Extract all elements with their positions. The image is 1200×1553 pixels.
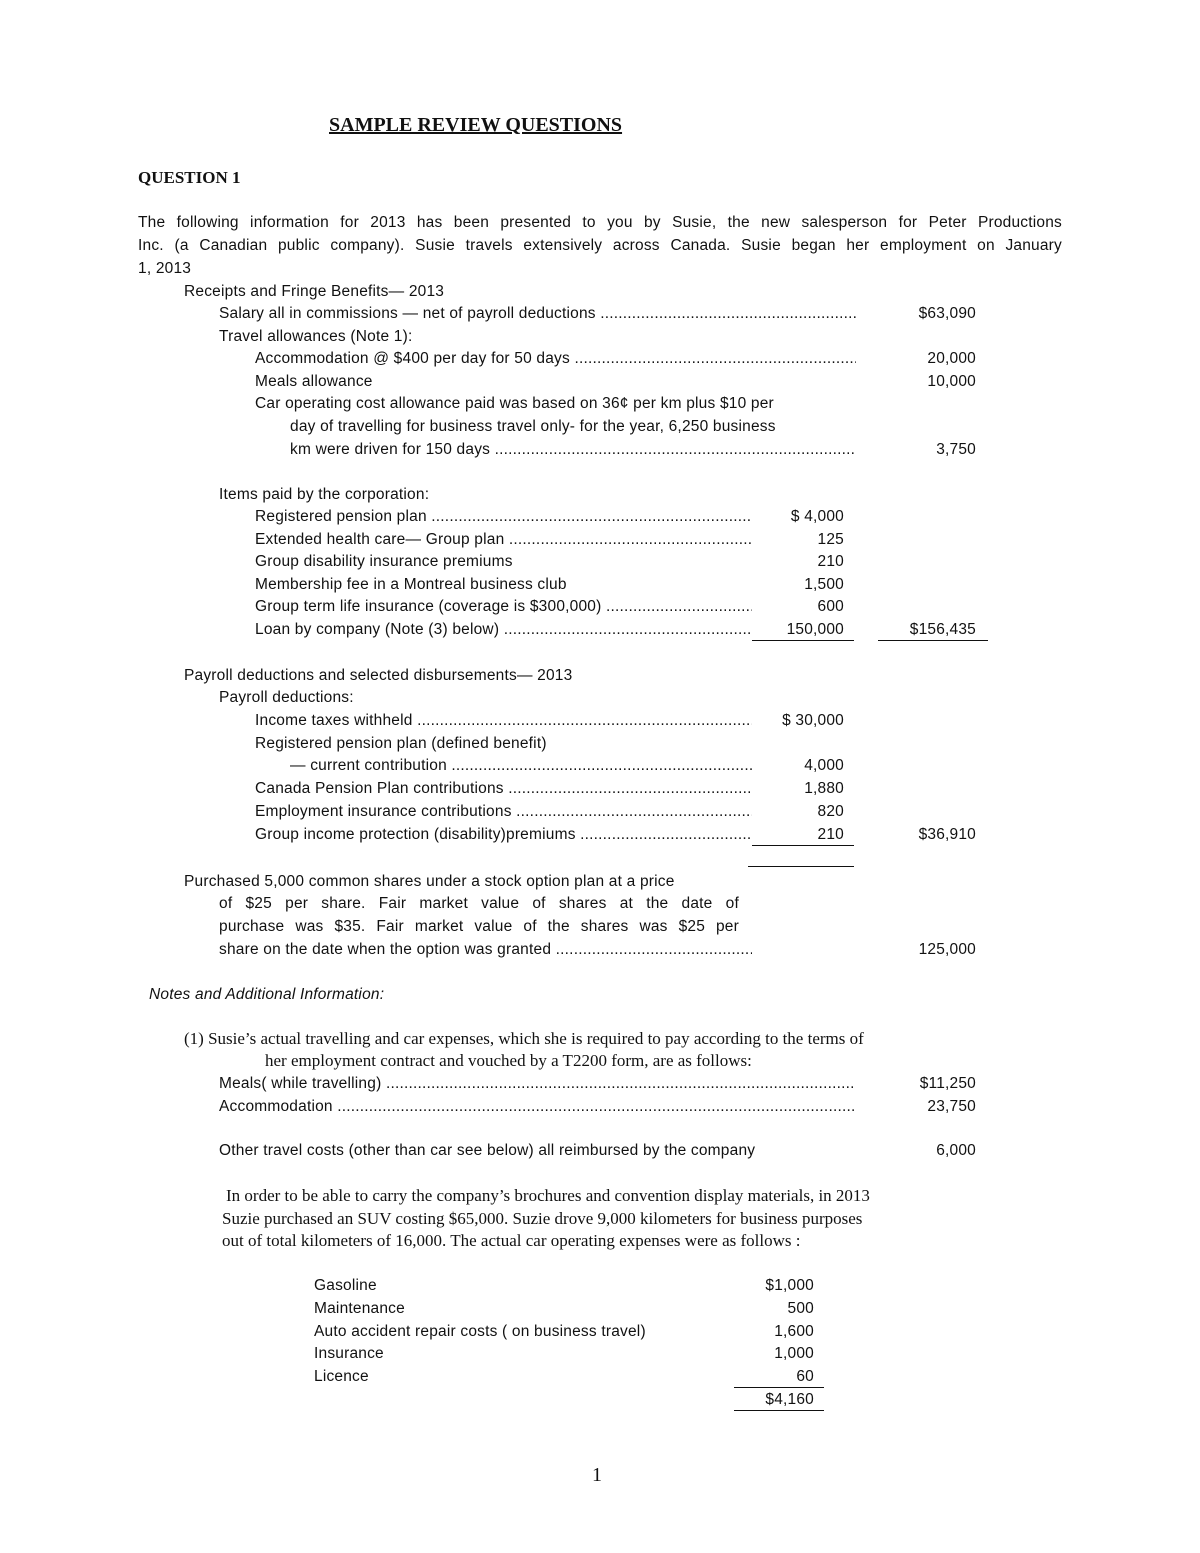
actual-accommodation-label: Accommodation ..... (219, 1097, 856, 1117)
suv-line-2: Suzie purchased an SUV costing $65,000. Suzie drove 9,000 kilometers for business purposes (222, 1209, 863, 1228)
question-heading: QUESTION 1 (138, 168, 241, 187)
gip-label: Group income protection (disability)premiums ..... (255, 825, 752, 845)
gip-value: 210 (817, 826, 844, 843)
item-value: 210 (817, 553, 844, 570)
payroll-total: $36,910 (918, 826, 976, 843)
car-expense-label: Maintenance (314, 1300, 405, 1317)
car-expense-label: Insurance (314, 1345, 384, 1362)
actual-accommodation-value: 23,750 (927, 1098, 976, 1115)
rpp-label: Registered pension plan (defined benefit) (255, 735, 547, 752)
shares-line-1: Purchased 5,000 common shares under a stock option plan at a price (184, 873, 675, 890)
payroll-sub-heading: Payroll deductions: (219, 689, 354, 706)
actual-meals-label: Meals( while travelling) ..... (219, 1074, 856, 1094)
ei-label: Employment insurance contributions ..... (255, 802, 752, 822)
income-tax-label: Income taxes withheld ..... (255, 711, 752, 731)
shares-line-2: of $25 per share. Fair market value of shares at the date of (219, 895, 739, 912)
salary-value: $63,090 (918, 305, 976, 322)
car-expense-label: Auto accident repair costs ( on business travel) (314, 1323, 646, 1340)
actual-meals-value: $11,250 (919, 1075, 976, 1092)
receipts-heading: Receipts and Fringe Benefits— 2013 (184, 283, 445, 300)
car-expense-label: Gasoline (314, 1277, 377, 1294)
subtotal-underline (752, 640, 854, 641)
subtotal-underline (752, 845, 854, 846)
ei-value: 820 (817, 803, 844, 820)
meals-allowance-value: 10,000 (927, 373, 976, 390)
note1-line-1: (1) Susie’s actual travelling and car expenses, which she is required to pay according to the terms of (184, 1029, 864, 1048)
meals-allowance-label: Meals allowance (255, 373, 373, 390)
car-allowance-line-3: km were driven for 150 days ..... (290, 440, 856, 460)
car-expenses-total: $4,160 (765, 1391, 814, 1408)
shares-value: 125,000 (918, 941, 976, 958)
items-paid-heading: Items paid by the corporation: (219, 486, 430, 503)
shares-line-3: purchase was $35. Fair market value of the shares was $25 per (219, 918, 739, 935)
suv-line-1: In order to be able to carry the company’s brochures and convention display materials, in 2013 (226, 1186, 870, 1205)
item-label: Loan by company (Note (3) below) ..... (255, 620, 752, 640)
accommodation-allowance-value: 20,000 (927, 350, 976, 367)
shares-line-4: share on the date when the option was granted ..... (219, 940, 752, 960)
cpp-label: Canada Pension Plan contributions ..... (255, 779, 752, 799)
item-label: Membership fee in a Montreal business club (255, 576, 567, 593)
intro-line-2: Inc. (a Canadian public company). Susie travels extensively across Canada. Susie began her employment on January (138, 237, 1062, 254)
item-label: Group term life insurance (coverage is $300,000) ..... (255, 597, 752, 617)
other-travel-label: Other travel costs (other than car see below) all reimbursed by the company (219, 1142, 756, 1159)
item-value: 125 (817, 531, 844, 548)
item-value: $ 4,000 (790, 508, 844, 525)
other-travel-value: 6,000 (936, 1142, 976, 1159)
car-expense-label: Licence (314, 1368, 369, 1385)
car-expense-value: 1,000 (774, 1345, 814, 1362)
income-tax-value: $ 30,000 (782, 712, 844, 729)
item-label: Registered pension plan ..... (255, 507, 752, 527)
travel-allowances-heading: Travel allowances (Note 1): (219, 328, 413, 345)
item-value: 1,500 (804, 576, 844, 593)
item-label: Extended health care— Group plan ..... (255, 530, 752, 550)
suv-line-3: out of total kilometers of 16,000. The actual car operating expenses were as follows : (222, 1231, 801, 1250)
receipts-total: $156,435 (909, 621, 976, 638)
car-allowance-line-1: Car operating cost allowance paid was based on 36¢ per km plus $10 per (255, 395, 774, 412)
item-value: 150,000 (786, 621, 844, 638)
intro-line-1: The following information for 2013 has been presented to you by Susie, the new salesperson for Peter Productions (138, 214, 1062, 231)
rpp-sub-label: — current contribution ..... (290, 756, 752, 776)
double-underline (748, 866, 854, 867)
car-expense-value: 60 (796, 1368, 814, 1385)
page-number: 1 (592, 1464, 602, 1486)
item-label: Group disability insurance premiums (255, 553, 513, 570)
note1-line-2: her employment contract and vouched by a T2200 form, are as follows: (265, 1051, 752, 1070)
salary-label: Salary all in commissions — net of payroll deductions ..... (219, 304, 856, 324)
car-allowance-line-2: day of travelling for business travel only- for the year, 6,250 business (290, 418, 776, 435)
car-expense-value: 500 (787, 1300, 814, 1317)
intro-line-3: 1, 2013 (138, 260, 192, 277)
car-expenses-underline (734, 1387, 824, 1388)
accommodation-allowance-label: Accommodation @ $400 per day for 50 days ..... (255, 349, 856, 369)
notes-heading: Notes and Additional Information: (149, 986, 385, 1003)
car-expense-value: 1,600 (774, 1323, 814, 1340)
page-title: SAMPLE REVIEW QUESTIONS (329, 114, 623, 136)
cpp-value: 1,880 (804, 780, 844, 797)
payroll-heading: Payroll deductions and selected disbursements— 2013 (184, 667, 573, 684)
item-value: 600 (817, 598, 844, 615)
car-expenses-total-underline (734, 1410, 824, 1411)
car-allowance-value: 3,750 (936, 441, 976, 458)
car-expense-value: $1,000 (765, 1277, 814, 1294)
rpp-value: 4,000 (804, 757, 844, 774)
total-underline (878, 640, 988, 641)
